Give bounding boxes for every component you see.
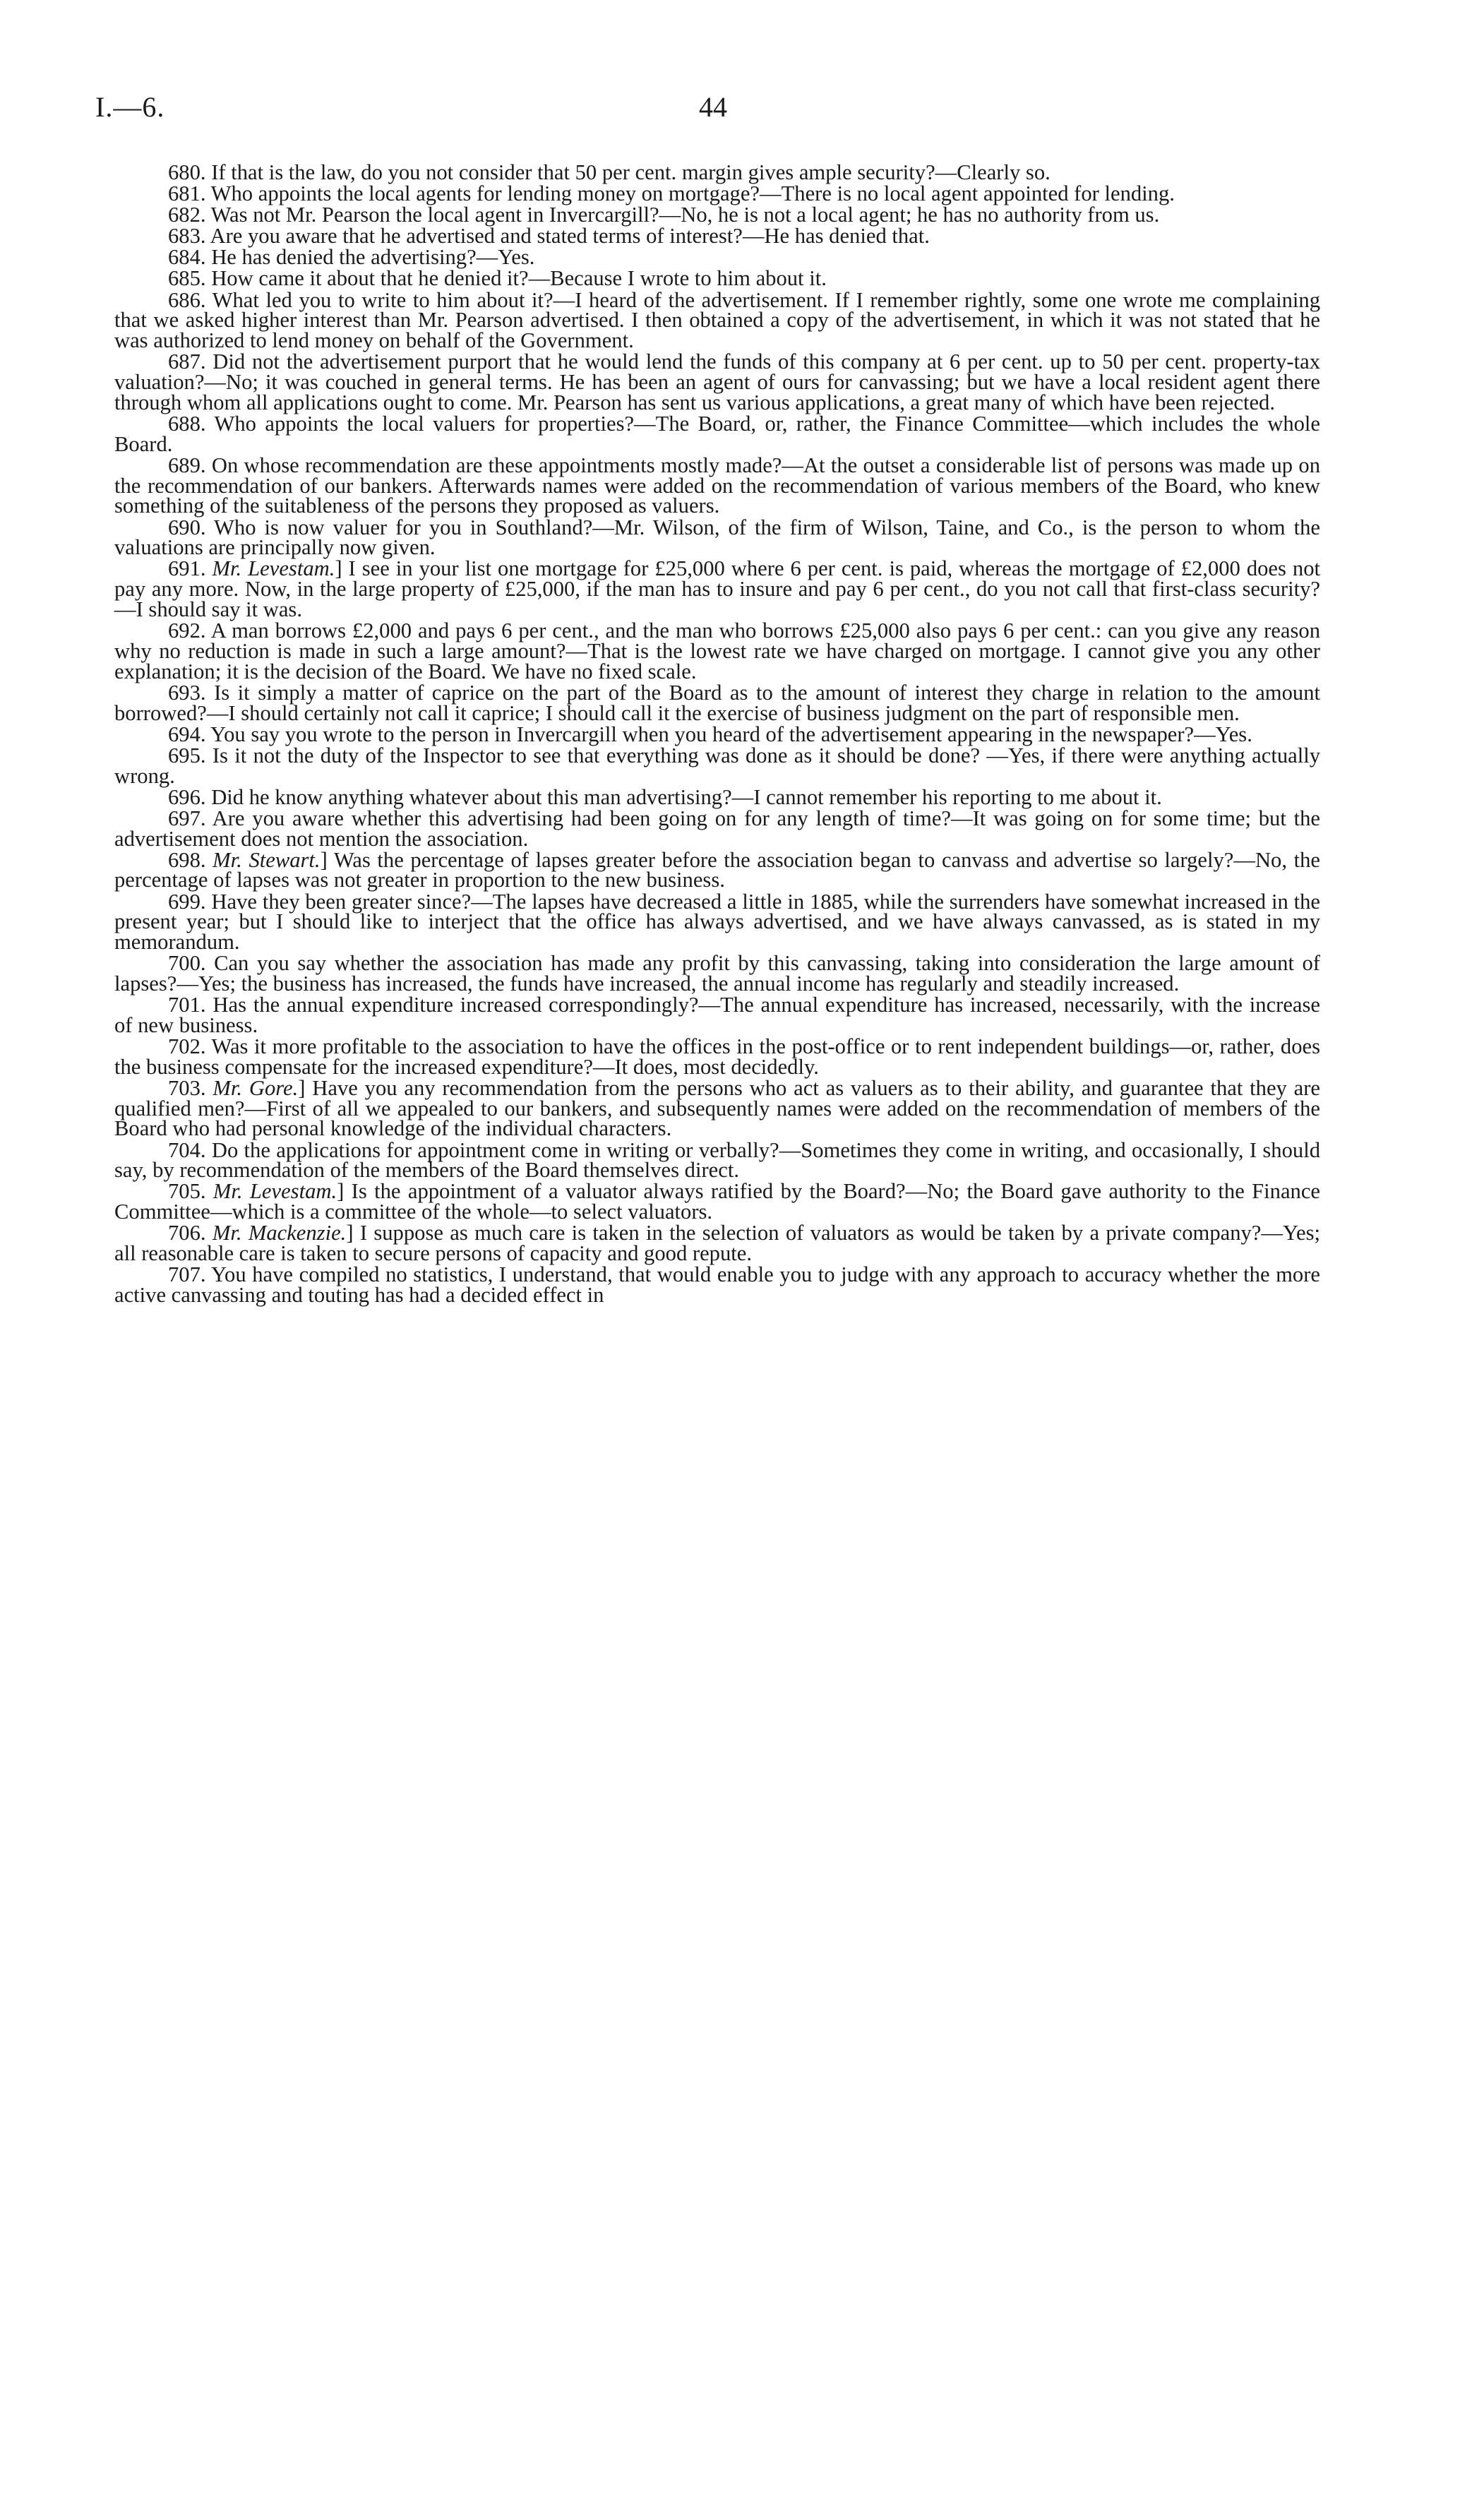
document-reference: I.—6. — [95, 91, 165, 123]
paragraph-text: ] Was the percentage of lapses greater before the association began to canvass and advertise so largely?—No, the percentage of lapses was not greater in proportion to the new business. — [114, 847, 1320, 892]
paragraph-705 — [114, 1181, 1320, 1222]
question-number: 706. — [168, 1221, 213, 1245]
paragraph-693: 693. Is it simply a matter of caprice on the part of the Board as to the amount of interest they charge in relation to the amount borrowed?—I should certainly not call it caprice; I should call it the exercise of business judgment on the part of responsible men. — [114, 680, 1320, 725]
paragraph-701: 701. Has the annual expenditure increased correspondingly?—The annual expenditure has increased, necessarily, with the increase of new business. — [114, 993, 1320, 1037]
paragraph-681: 681. Who appoints the local agents for lending money on mortgage?—There is no local agent appointed for lending. — [168, 181, 1175, 206]
paragraph-700: 700. Can you say whether the association has made any profit by this canvassing, taking into consideration the large amount of lapses?—Yes; the business has increased, the funds have increased, the annual income has regularly and steadily increased. — [114, 951, 1320, 996]
speaker-name: Mr. Gore. — [213, 1075, 299, 1100]
paragraph-690: 690. Who is now valuer for you in Southland?—Mr. Wilson, of the firm of Wilson, Taine, and Co., is the person to whom the valuations are principally now given. — [114, 515, 1320, 560]
question-number: 703. — [168, 1075, 213, 1100]
question-number: 705. — [168, 1179, 213, 1204]
evidence-body — [114, 162, 1320, 1306]
paragraph-698 — [114, 847, 1320, 892]
paragraph-697: 697. Are you aware whether this advertising had been going on for any length of time?—It was going on for some time; but the advertisement does not mention the association. — [114, 806, 1320, 851]
paragraph-683: 683. Are you aware that he advertised and stated terms of interest?—He has denied that. — [168, 224, 930, 249]
question-number: 691. — [168, 556, 213, 581]
paragraph-text: ] Is the appointment of a valuator always ratified by the Board?—No; the Board gave authority to the Finance Committee—which is a committee of the whole—to select valuators. — [114, 1179, 1320, 1224]
paragraph-686: 686. What led you to write to him about it?—I heard of the advertisement. If I remember rightly, some one wrote me complaining that we asked higher interest than Mr. Pearson advertised. I then obtained a copy of the advertisement, in which it was not stated that he was authorized to lend money on behalf of the Government. — [114, 287, 1320, 353]
paragraph-695: 695. Is it not the duty of the Inspector to see that everything was done as it should be done? —Yes, if there were anything actually wrong. — [114, 743, 1320, 788]
speaker-name: Mr. Mackenzie. — [212, 1221, 347, 1245]
paragraph-text: ] Have you any recommendation from the persons who act as valuers as to their ability, and guarantee that they are qualified men?—First of all we appealed to our bankers, and subsequently names were added on the recommendation of members of the Board who had personal knowledge of the individual characters. — [114, 1075, 1321, 1141]
paragraph-703 — [114, 1075, 1321, 1141]
speaker-name: Mr. Levestam. — [212, 556, 335, 581]
paragraph-696: 696. Did he know anything whatever about this man advertising?—I cannot remember his reporting to me about it. — [168, 784, 1162, 809]
speaker-name: Mr. Stewart. — [213, 847, 321, 872]
page-header — [95, 90, 1343, 133]
paragraph-684: 684. He has denied the advertising?—Yes. — [168, 245, 535, 270]
paragraph-694: 694. You say you wrote to the person in Invercargill when you heard of the advertisement appearing in the newspaper?—Yes. — [168, 722, 1252, 746]
paragraph-702: 702. Was it more profitable to the association to have the offices in the post-office or to rent independent buildings—or, rather, does the business compensate for the increased expenditure?—It does, most decidedly. — [114, 1034, 1320, 1079]
paragraph-688: 688. Who appoints the local valuers for properties?—The Board, or, rather, the Finance Committee—which includes the whole Board. — [114, 411, 1320, 456]
paragraph-text: ] I suppose as much care is taken in the selection of valuators as would be taken by a private company?—Yes; all reasonable care is taken to secure persons of capacity and good repute. — [114, 1221, 1320, 1266]
paragraph-699: 699. Have they been greater since?—The lapses have decreased a little in 1885, while the surrenders have somewhat increased in the present year; but I should like to interject that the office has always advertised, and we have always canvassed, as is stated in my memorandum. — [114, 889, 1320, 955]
paragraph-704: 704. Do the applications for appointment come in writing or verbally?—Sometimes they come in writing, and occasionally, I should say, by recommendation of the members of the Board themselves direct. — [114, 1137, 1320, 1183]
paragraph-687: 687. Did not the advertisement purport that he would lend the funds of this company at 6 per cent. up to 50 per cent. property-tax valuation?—No; it was couched in general terms. He has been an agent of ours for canvassing; but we have a local resident agent there through whom all applications ought to come. Mr. Pearson has sent us various applications, a great many of which have been rejected. — [114, 349, 1320, 414]
paragraph-707: 707. You have compiled no statistics, I understand, that would enable you to judge with any approach to accuracy whether the more active canvassing and touting has had a decided effect in — [114, 1262, 1320, 1308]
paragraph-691 — [114, 558, 1320, 619]
paragraph-680: 680. If that is the law, do you not consider that 50 per cent. margin gives ample security?—Clearly so. — [168, 160, 1051, 184]
paragraph-706 — [114, 1223, 1320, 1264]
paragraph-682: 682. Was not Mr. Pearson the local agent in Invercargill?—No, he is not a local agent; he has no authority from us. — [168, 203, 1160, 227]
question-number: 698. — [168, 847, 213, 872]
page-number: 44 — [699, 91, 727, 123]
paragraph-text: ] I see in your list one mortgage for £25,000 where 6 per cent. is paid, whereas the mortgage of £2,000 does not pay any more. Now, in the large property of £25,000, if the man has to insure and pay 6 per cent., do you not call that first-class security?—I should say it was. — [114, 556, 1320, 621]
speaker-name: Mr. Levestam. — [213, 1179, 337, 1204]
paragraph-685: 685. How came it about that he denied it?—Because I wrote to him about it. — [168, 266, 827, 291]
paragraph-689: 689. On whose recommendation are these appointments mostly made?—At the outset a considerable list of persons was made up on the recommendation of our bankers. Afterwards names were added on the recommendation of various members of the Board, who knew something of the suitableness of the persons they proposed as valuers. — [114, 453, 1320, 518]
paragraph-692: 692. A man borrows £2,000 and pays 6 per cent., and the man who borrows £25,000 also pays 6 per cent.: can you give any reason why no reduction is made in such a large amount?—That is the lowest rate we have charged on mortgage. I cannot give you any other explanation; it is the decision of the Board. We have no fixed scale. — [114, 618, 1320, 683]
